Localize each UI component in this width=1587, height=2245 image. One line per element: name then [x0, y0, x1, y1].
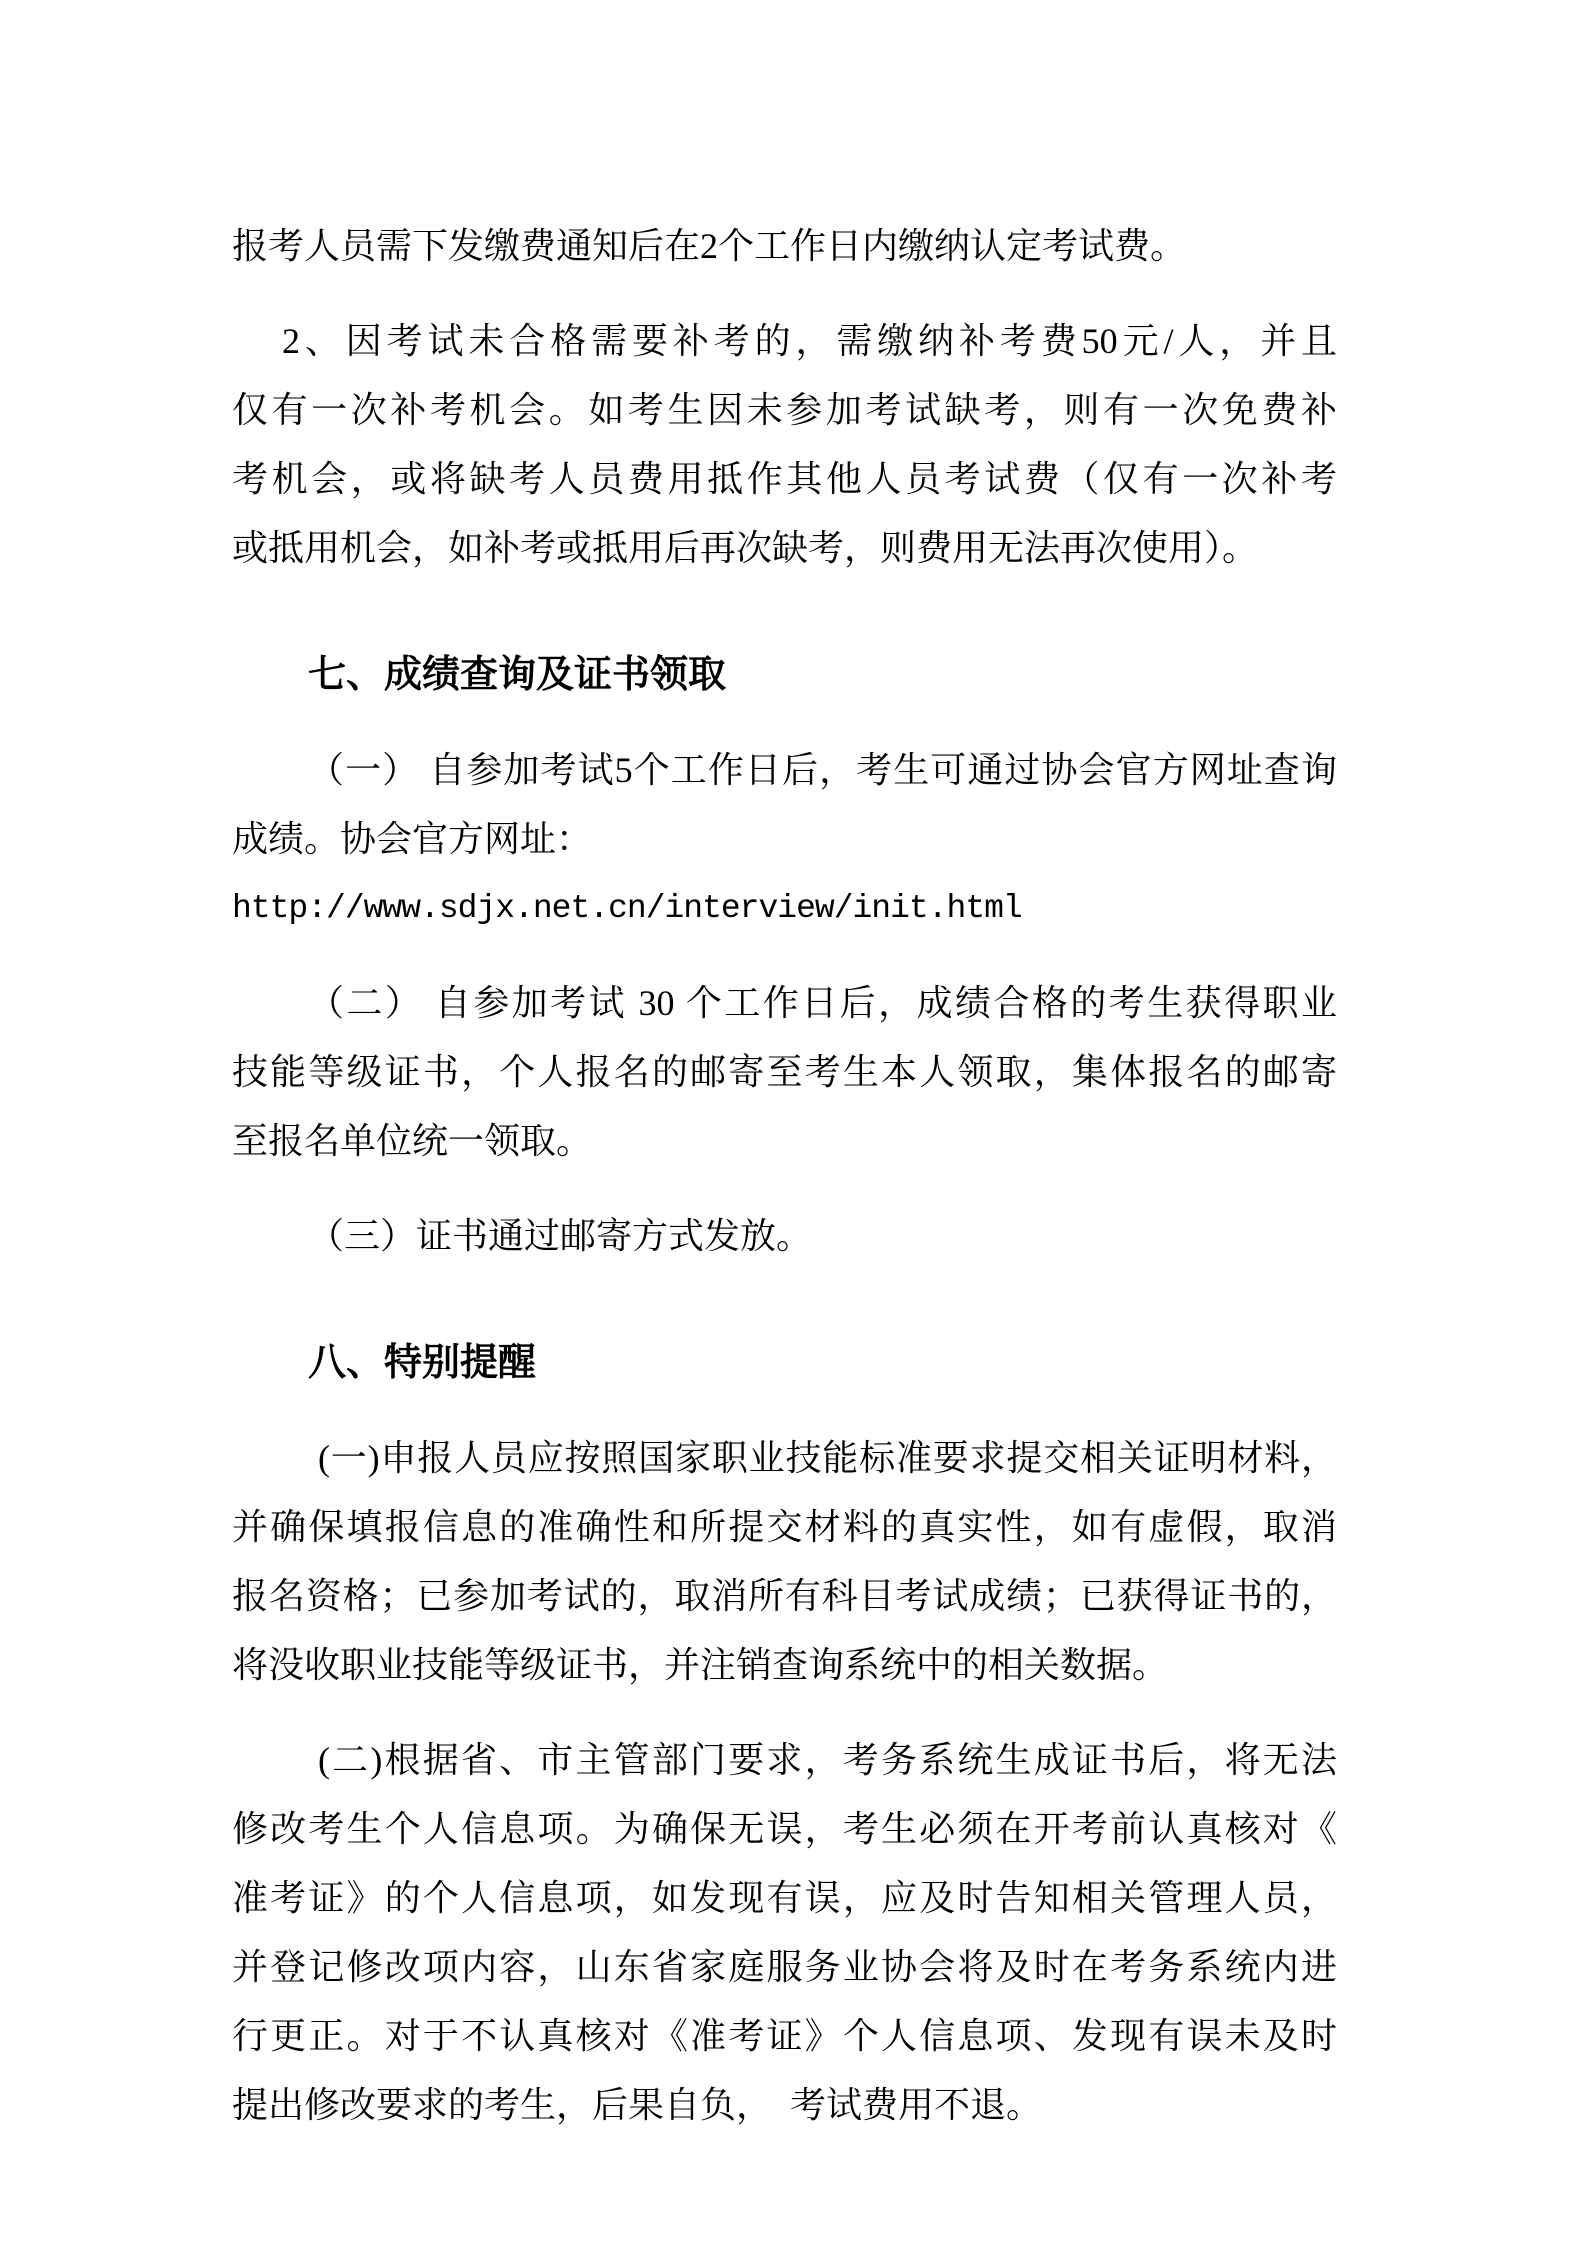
text-line: （一） 自参加考试5个工作日后，考生可通过协会官方网址查询 — [308, 750, 1337, 790]
text-line: 技能等级证书，个人报名的邮寄至考生本人领取，集体报名的邮寄 — [232, 1052, 1337, 1092]
text-line: 修改考生个人信息项。为确保无误，考生必须在开考前认真核对《 — [232, 1809, 1337, 1849]
text-line: 并登记修改项内容，山东省家庭服务业协会将及时在考务系统内进 — [232, 1947, 1337, 1987]
heading-line: 七、成绩查询及证书领取 — [308, 654, 727, 696]
text-line: （二） 自参加考试 30 个工作日后，成绩合格的考生获得职业 — [308, 983, 1337, 1023]
text-line: 考机会，或将缺考人员费用抵作其他人员考试费（仅有一次补考 — [232, 459, 1337, 499]
text-line: (一)申报人员应按照国家职业技能标准要求提交相关证明材料， — [318, 1438, 1337, 1478]
text-line: （三）证书通过邮寄方式发放。 — [308, 1216, 813, 1256]
heading-line: 八、特别提醒 — [308, 1342, 537, 1384]
text-line: 提出修改要求的考生，后果自负， 考试费用不退。 — [232, 2085, 1043, 2125]
para-7-2-certificate-delivery — [232, 969, 1337, 1176]
text-line: 2、因考试未合格需要补考的，需缴纳补考费50元/人，并且 — [282, 321, 1337, 361]
text-line: 成绩。协会官方网址： — [232, 819, 593, 859]
text-line: 准考证》的个人信息项，如发现有误，应及时告知相关管理人员， — [232, 1878, 1337, 1918]
text-line: (二)根据省、市主管部门要求，考务系统生成证书后，将无法 — [318, 1740, 1337, 1780]
text-line: 仅有一次补考机会。如考生因未参加考试缺考，则有一次免费补 — [232, 390, 1337, 430]
para-7-1-score-query — [232, 736, 1337, 874]
heading-section-7-score-query — [232, 641, 1337, 710]
heading-section-8-special-reminder — [232, 1329, 1337, 1398]
url-text-line: http://www.sdjx.net.cn/interview/init.html — [232, 890, 1022, 927]
para-makeup-exam-rules — [232, 307, 1337, 583]
text-line: 行更正。对于不认真核对《准考证》个人信息项、发现有误未及时 — [232, 2016, 1337, 2056]
para-8-2-personal-info-check — [232, 1726, 1337, 2140]
text-line: 或抵用机会，如补考或抵用后再次缺考，则费用无法再次使用）。 — [232, 528, 1259, 568]
para-fee-payment — [232, 212, 1337, 281]
text-line: 报考人员需下发缴费通知后在2个工作日内缴纳认定考试费。 — [232, 226, 1187, 266]
para-official-website-url — [232, 874, 1337, 943]
text-line: 并确保填报信息的准确性和所提交材料的真实性，如有虚假，取消 — [232, 1507, 1337, 1547]
document-content — [232, 212, 1337, 2140]
text-line: 至报名单位统一领取。 — [232, 1121, 593, 1161]
para-7-3-certificate-mailing — [232, 1202, 1337, 1271]
text-line: 报名资格；已参加考试的，取消所有科目考试成绩；已获得证书的， — [232, 1576, 1337, 1616]
text-line: 将没收职业技能等级证书，并注销查询系统中的相关数据。 — [232, 1645, 1169, 1685]
para-8-1-material-authenticity — [232, 1424, 1337, 1700]
